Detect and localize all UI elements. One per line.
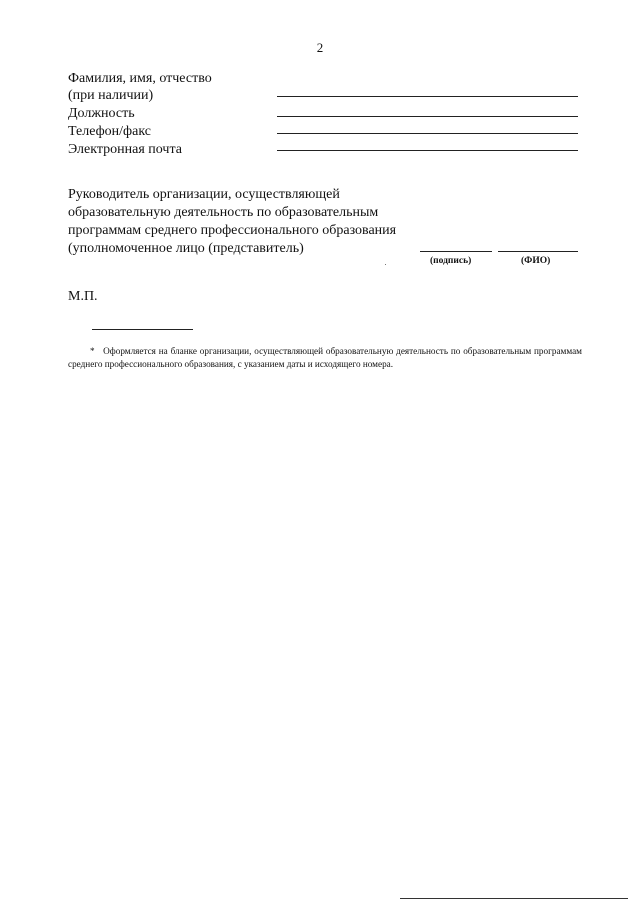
field-label-phone-fax: Телефон/факс [68, 124, 152, 139]
field-label-full-name [68, 70, 212, 104]
signature-line[interactable] [420, 251, 492, 252]
head-title-line-2: образовательную деятельность по образовательным [68, 205, 379, 220]
field-label-full-name-line-2: (при наличии) [68, 88, 154, 103]
stamp-place-label: М.П. [68, 289, 98, 304]
head-title-line-3: программам среднего профессионального образования [68, 223, 397, 238]
field-label-full-name-line-1: Фамилия, имя, отчество [68, 71, 212, 86]
field-line-email[interactable] [277, 150, 578, 151]
scan-speck [385, 264, 386, 265]
head-title-line-1: Руководитель организации, осуществляющей [68, 187, 340, 202]
field-label-email: Электронная почта [68, 142, 182, 157]
page-number: 2 [316, 40, 324, 55]
signature-caption: (подпись) [430, 256, 472, 266]
footnote [68, 345, 582, 371]
bottom-scan-rule [400, 898, 628, 899]
footnote-marker: * [90, 346, 95, 356]
head-title-line-4: (уполномоченное лицо (представитель) [68, 241, 304, 256]
footnote-text: Оформляется на бланке организации, осуществляющей образовательную деятельность по образовательным программам среднего профессионального образования, с указанием даты и исходящего номера. [68, 346, 583, 369]
field-label-position: Должность [68, 106, 135, 121]
footnote-separator [92, 329, 193, 330]
field-line-full-name[interactable] [277, 96, 578, 97]
field-line-position[interactable] [277, 116, 578, 117]
field-line-phone-fax[interactable] [277, 133, 578, 134]
head-of-organization-title [68, 186, 396, 258]
fio-line[interactable] [498, 251, 578, 252]
fio-caption: (ФИО) [521, 256, 551, 266]
